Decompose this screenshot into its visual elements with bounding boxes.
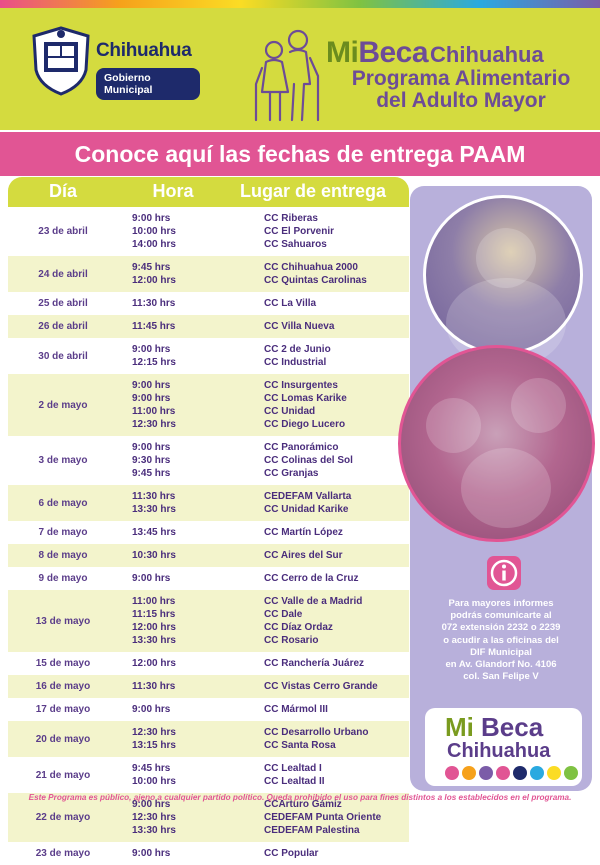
contact-line: podrás comunicarte al bbox=[450, 610, 552, 622]
cell-dia: 3 de mayo bbox=[38, 455, 88, 466]
table-row bbox=[8, 315, 409, 338]
header-lugar: Lugar de entrega bbox=[239, 181, 387, 201]
lugar-item: CC Cerro de la Cruz bbox=[264, 573, 359, 584]
lugar-item: CC Mármol III bbox=[264, 704, 328, 715]
hora-item: 12:00 hrs bbox=[132, 275, 176, 286]
program-title bbox=[326, 38, 596, 112]
contact-line: Para mayores informes bbox=[448, 598, 554, 609]
cell-lugar bbox=[264, 698, 328, 721]
cell-dia: 13 de mayo bbox=[35, 615, 91, 627]
cell-hora bbox=[132, 292, 175, 315]
hora-item: 9:00 hrs bbox=[132, 704, 171, 715]
cell-lugar bbox=[264, 590, 362, 652]
hora-item: 9:00 hrs bbox=[132, 799, 171, 810]
lugar-item: CC Díaz Ordaz bbox=[264, 622, 333, 633]
lugar-item: CC Unidad Karike bbox=[264, 504, 349, 515]
hora-item: 13:30 hrs bbox=[132, 635, 176, 646]
cell-lugar bbox=[264, 567, 358, 590]
hora-item: 10:00 hrs bbox=[132, 776, 176, 787]
table-row bbox=[8, 842, 409, 865]
program-name-line2: del Adulto Mayor bbox=[376, 89, 546, 113]
lugar-item: CC Insurgentes bbox=[264, 380, 338, 391]
program-icon bbox=[496, 766, 510, 780]
hora-item: 12:30 hrs bbox=[132, 419, 176, 430]
brand-beca: Beca bbox=[358, 36, 429, 69]
cell-hora bbox=[132, 652, 176, 675]
logo-card-beca: Beca bbox=[481, 712, 544, 742]
hora-item: 11:00 hrs bbox=[132, 596, 176, 607]
lugar-item: CC Riberas bbox=[264, 213, 318, 224]
cell-dia: 30 de abril bbox=[38, 350, 88, 362]
hora-item: 12:30 hrs bbox=[132, 812, 176, 823]
page-title: Conoce aquí las fechas de entrega PAAM bbox=[0, 132, 600, 176]
program-icon bbox=[445, 766, 459, 780]
hora-item: 10:30 hrs bbox=[132, 550, 176, 561]
contact-line: col. San Felipe V bbox=[463, 671, 539, 683]
hora-item: 9:45 hrs bbox=[132, 468, 171, 479]
hora-item: 13:15 hrs bbox=[132, 740, 176, 751]
lugar-item: CCArturo Gámiz bbox=[264, 799, 342, 810]
lugar-item: CC Valle de a Madrid bbox=[264, 596, 363, 607]
cell-hora bbox=[132, 207, 176, 256]
cell-lugar bbox=[264, 757, 325, 793]
mibeca-logo-card bbox=[425, 708, 582, 786]
cell-dia: 21 de mayo bbox=[35, 769, 91, 781]
lugar-item: CC Desarrollo Urbano bbox=[264, 727, 369, 738]
hora-item: 9:00 hrs bbox=[132, 344, 171, 355]
cell-dia: 22 de mayo bbox=[35, 812, 91, 823]
table-row bbox=[8, 757, 409, 793]
header bbox=[0, 8, 600, 130]
table-row bbox=[8, 698, 409, 721]
lugar-item: CEDEFAM Punta Oriente bbox=[264, 812, 382, 823]
cell-dia: 20 de mayo bbox=[35, 733, 91, 745]
photo-figure bbox=[426, 398, 481, 453]
hora-item: 9:45 hrs bbox=[132, 763, 171, 774]
contact-line: en Av. Glandorf No. 4106 bbox=[445, 659, 557, 671]
hora-item: 11:15 hrs bbox=[132, 609, 176, 620]
mibeca-wordmark bbox=[326, 38, 596, 68]
table-row bbox=[8, 567, 409, 590]
cell-hora bbox=[132, 544, 176, 567]
hora-item: 11:30 hrs bbox=[132, 681, 176, 692]
cell-hora bbox=[132, 590, 176, 652]
lugar-item: CC Diego Lucero bbox=[264, 419, 346, 430]
cell-lugar bbox=[264, 292, 316, 315]
table-row bbox=[8, 374, 409, 436]
coat-of-arms-icon bbox=[30, 26, 92, 96]
disclaimer: Este Programa es público, ajeno a cualquier partido político. Queda prohibido el uso para fines distintos a los establecidos en el programa. bbox=[28, 793, 572, 802]
cell-dia: 7 de mayo bbox=[38, 527, 88, 538]
cell-dia: 9 de mayo bbox=[38, 573, 88, 584]
info-icon bbox=[487, 556, 521, 590]
program-icon bbox=[530, 766, 544, 780]
hora-item: 13:30 hrs bbox=[132, 504, 176, 515]
cell-hora bbox=[132, 842, 170, 865]
hora-item: 9:00 hrs bbox=[132, 848, 171, 859]
contact-line: o acudir a las oficinas del bbox=[443, 634, 559, 646]
lugar-item: CEDEFAM Palestina bbox=[264, 825, 360, 836]
municipal-logo bbox=[30, 26, 200, 102]
logo-card-chihuahua: Chihuahua bbox=[447, 740, 551, 762]
hora-item: 12:00 hrs bbox=[132, 622, 176, 633]
brand-chihuahua: Chihuahua bbox=[430, 42, 544, 67]
hora-item: 9:30 hrs bbox=[132, 455, 171, 466]
cell-lugar bbox=[264, 521, 343, 544]
lugar-item: CC Santa Rosa bbox=[264, 740, 336, 751]
hora-item: 11:30 hrs bbox=[132, 491, 176, 502]
cell-hora bbox=[132, 315, 175, 338]
lugar-item: CC Dale bbox=[264, 609, 303, 620]
hora-item: 13:30 hrs bbox=[132, 825, 176, 836]
lugar-item: CC La Villa bbox=[264, 298, 317, 309]
cell-hora bbox=[132, 698, 170, 721]
cell-hora bbox=[132, 721, 176, 757]
table-row bbox=[8, 521, 409, 544]
lugar-item: CC 2 de Junio bbox=[264, 344, 331, 355]
brand-mi: Mi bbox=[326, 36, 359, 69]
hora-item: 9:45 hrs bbox=[132, 262, 171, 273]
lugar-item: CC Panorámico bbox=[264, 442, 339, 453]
table-row bbox=[8, 544, 409, 567]
cell-lugar bbox=[264, 315, 334, 338]
hora-item: 14:00 hrs bbox=[132, 239, 176, 250]
cell-hora bbox=[132, 256, 176, 292]
lugar-item: CC Villa Nueva bbox=[264, 321, 335, 332]
lugar-item: CC Unidad bbox=[264, 406, 316, 417]
lugar-item: CC Colinas del Sol bbox=[264, 455, 353, 466]
lugar-item: CC Granjas bbox=[264, 468, 319, 479]
hora-item: 10:00 hrs bbox=[132, 226, 176, 237]
photo-delivery bbox=[398, 345, 595, 542]
hora-item: 9:00 hrs bbox=[132, 213, 171, 224]
cell-lugar bbox=[264, 485, 351, 521]
cell-hora bbox=[132, 374, 176, 436]
table-row bbox=[8, 675, 409, 698]
table-row bbox=[8, 292, 409, 315]
lugar-item: CC Lomas Karike bbox=[264, 393, 347, 404]
header-hora: Hora bbox=[152, 181, 194, 201]
logo-card-mi: Mi bbox=[445, 712, 474, 742]
table-row bbox=[8, 485, 409, 521]
table-row bbox=[8, 590, 409, 652]
cell-dia: 16 de mayo bbox=[35, 681, 91, 692]
cell-hora bbox=[132, 675, 175, 698]
program-icon bbox=[564, 766, 578, 780]
cell-lugar bbox=[264, 652, 364, 675]
cell-lugar bbox=[264, 374, 347, 436]
contact-info bbox=[412, 598, 590, 683]
program-icon bbox=[547, 766, 561, 780]
hora-item: 12:00 hrs bbox=[132, 658, 176, 669]
cell-lugar bbox=[264, 338, 331, 374]
cell-hora bbox=[132, 567, 170, 590]
hora-item: 12:15 hrs bbox=[132, 357, 176, 368]
hora-item: 9:00 hrs bbox=[132, 442, 171, 453]
header-dia: Día bbox=[48, 181, 77, 201]
table-row bbox=[8, 652, 409, 675]
cell-dia: 8 de mayo bbox=[38, 550, 88, 561]
cell-hora bbox=[132, 338, 176, 374]
hora-item: 11:00 hrs bbox=[132, 406, 176, 417]
lugar-item: CC El Porvenir bbox=[264, 226, 335, 237]
lugar-item: CC Vistas Cerro Grande bbox=[264, 681, 378, 692]
lugar-item: CC Martín López bbox=[264, 527, 343, 538]
contact-line: DIF Municipal bbox=[470, 646, 532, 658]
cell-lugar bbox=[264, 675, 378, 698]
cell-dia: 17 de mayo bbox=[35, 704, 91, 715]
cell-lugar bbox=[264, 256, 367, 292]
cell-dia: 6 de mayo bbox=[38, 497, 88, 509]
logo-subtitle: Gobierno Municipal bbox=[96, 68, 200, 100]
table-row bbox=[8, 436, 409, 485]
hora-item: 12:30 hrs bbox=[132, 727, 176, 738]
logo-title: Chihuahua bbox=[96, 40, 192, 61]
table-row bbox=[8, 721, 409, 757]
program-name-line1: Programa Alimentario bbox=[351, 67, 571, 90]
photo-figure bbox=[461, 448, 551, 528]
hora-item: 11:45 hrs bbox=[132, 321, 176, 332]
cell-hora bbox=[132, 521, 176, 544]
cell-dia: 15 de mayo bbox=[35, 658, 91, 669]
cell-hora bbox=[132, 436, 170, 485]
table-header bbox=[8, 177, 409, 207]
lugar-item: CC Chihuahua 2000 bbox=[264, 262, 358, 273]
cell-dia: 24 de abril bbox=[38, 268, 88, 280]
hora-item: 13:45 hrs bbox=[132, 527, 176, 538]
photo-elderly-man bbox=[423, 195, 583, 355]
cell-lugar bbox=[264, 207, 334, 256]
cell-hora bbox=[132, 485, 176, 521]
lugar-item: CC Quintas Carolinas bbox=[264, 275, 367, 286]
cell-lugar bbox=[264, 721, 368, 757]
program-icon bbox=[479, 766, 493, 780]
lugar-item: CC Rosario bbox=[264, 635, 319, 646]
cell-dia: 23 de mayo bbox=[35, 848, 91, 859]
lugar-item: CC Lealtad I bbox=[264, 763, 322, 774]
lugar-item: CC Lealtad II bbox=[264, 776, 325, 787]
lugar-item: CC Popular bbox=[264, 848, 319, 859]
cell-dia: 26 de abril bbox=[38, 321, 88, 332]
cell-dia: 23 de abril bbox=[38, 226, 88, 237]
lugar-item: CC Ranchería Juárez bbox=[264, 658, 365, 669]
rainbow-stripe bbox=[0, 0, 600, 8]
photo-figure bbox=[511, 378, 566, 433]
hora-item: 11:30 hrs bbox=[132, 298, 176, 309]
table-row bbox=[8, 256, 409, 292]
program-icon bbox=[513, 766, 527, 780]
cell-dia: 2 de mayo bbox=[38, 399, 88, 411]
lugar-item: CC Aires del Sur bbox=[264, 550, 343, 561]
program-icon bbox=[462, 766, 476, 780]
lugar-item: CC Sahuaros bbox=[264, 239, 327, 250]
hora-item: 9:00 hrs bbox=[132, 380, 171, 391]
lugar-item: CEDEFAM Vallarta bbox=[264, 491, 352, 502]
cell-lugar bbox=[264, 842, 318, 865]
hora-item: 9:00 hrs bbox=[132, 573, 171, 584]
hora-item: 9:00 hrs bbox=[132, 393, 171, 404]
cell-lugar bbox=[264, 436, 353, 485]
program-icons bbox=[445, 766, 578, 780]
lugar-item: CC Industrial bbox=[264, 357, 327, 368]
table-row bbox=[8, 207, 409, 256]
elderly-couple-icon bbox=[248, 24, 328, 124]
cell-hora bbox=[132, 757, 176, 793]
table-row bbox=[8, 338, 409, 374]
cell-dia: 25 de abril bbox=[38, 298, 88, 309]
cell-lugar bbox=[264, 544, 343, 567]
contact-line: 072 extensión 2232 o 2239 bbox=[441, 622, 561, 634]
